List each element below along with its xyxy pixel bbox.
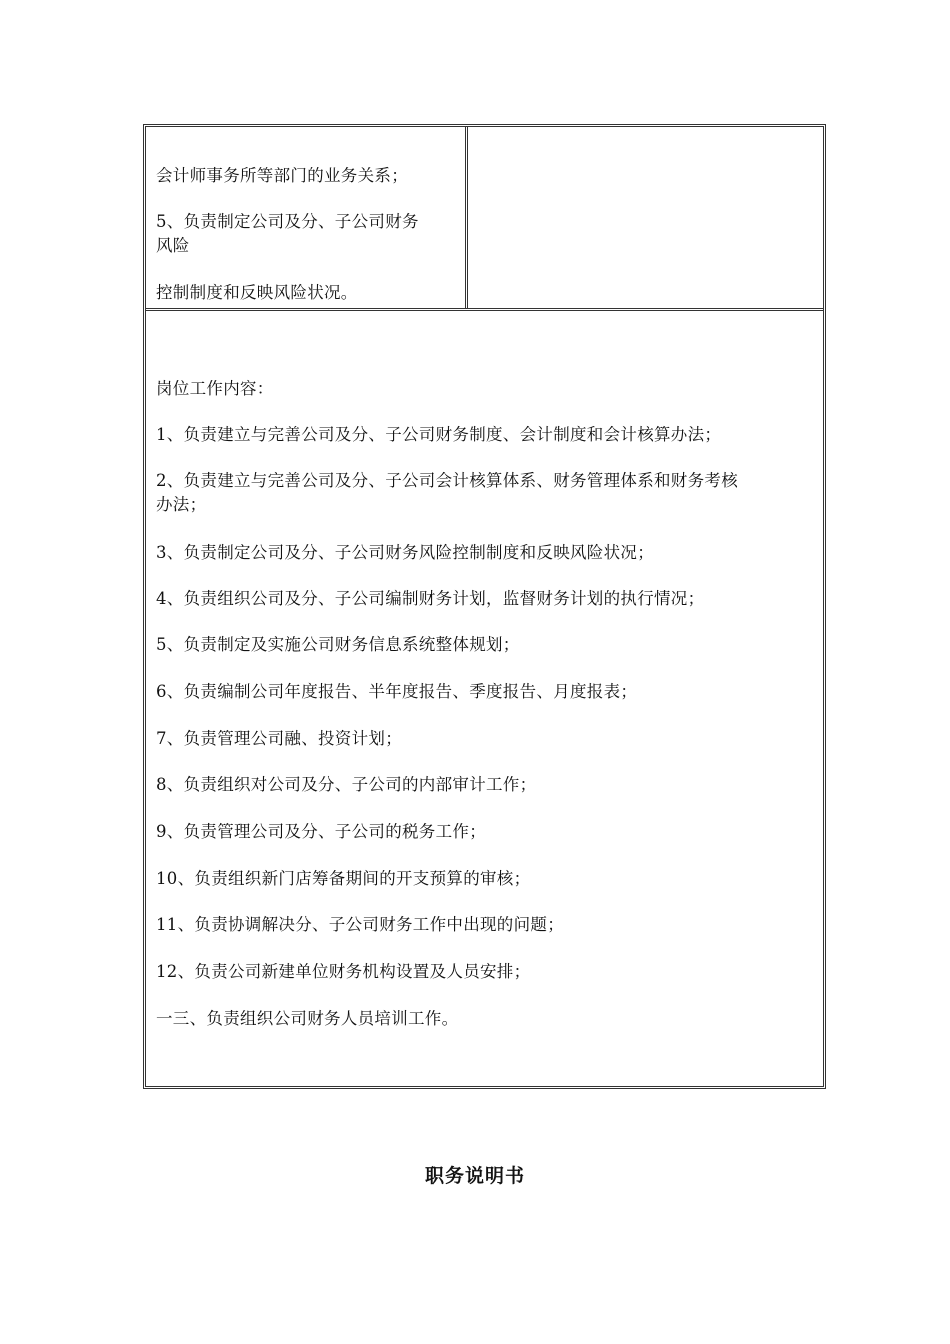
content-item: 3、负责制定公司及分、子公司财务风险控制制度和反映风险状况； — [156, 543, 654, 562]
content-item: 4、负责组织公司及分、子公司编制财务计划，监督财务计划的执行情况； — [156, 589, 705, 608]
content-item: 1、负责建立与完善公司及分、子公司财务制度、会计制度和会计核算办法； — [156, 425, 722, 444]
table-row-content — [146, 311, 823, 1086]
content-item: 7、负责管理公司融、投资计划； — [156, 729, 402, 748]
content-item: 6、负责编制公司年度报告、半年度报告、季度报告、月度报表； — [156, 682, 638, 701]
content-item: 5、负责制定及实施公司财务信息系统整体规划； — [156, 635, 520, 654]
content-item: 12、负责公司新建单位财务机构设置及人员安排； — [156, 962, 531, 981]
cell-text-line: 会计师事务所等部门的业务关系； — [156, 166, 408, 185]
content-item: 8、负责组织对公司及分、子公司的内部审计工作； — [156, 775, 537, 794]
table-cell-right — [468, 127, 823, 308]
table-row-top — [146, 127, 823, 311]
content-item: 9、负责管理公司及分、子公司的税务工作； — [156, 822, 486, 841]
content-item: 2、负责建立与完善公司及分、子公司会计核算体系、财务管理体系和财务考核 — [156, 471, 738, 490]
cell-text-line: 5、负责制定公司及分、子公司财务 — [156, 212, 419, 231]
content-item: 办法； — [156, 495, 207, 514]
content-item: 11、负责协调解决分、子公司财务工作中出现的问题； — [156, 915, 564, 934]
job-description-table — [143, 124, 826, 1089]
content-item: 一三、负责组织公司财务人员培训工作。 — [156, 1009, 459, 1028]
table-cell-left — [146, 127, 468, 308]
content-heading: 岗位工作内容： — [156, 379, 274, 398]
cell-text-line: 控制制度和反映风险状况。 — [156, 283, 358, 302]
document-title: 职务说明书 — [424, 1165, 525, 1187]
content-item: 10、负责组织新门店筹备期间的开支预算的审核； — [156, 869, 531, 888]
cell-text-line: 风险 — [156, 236, 190, 255]
